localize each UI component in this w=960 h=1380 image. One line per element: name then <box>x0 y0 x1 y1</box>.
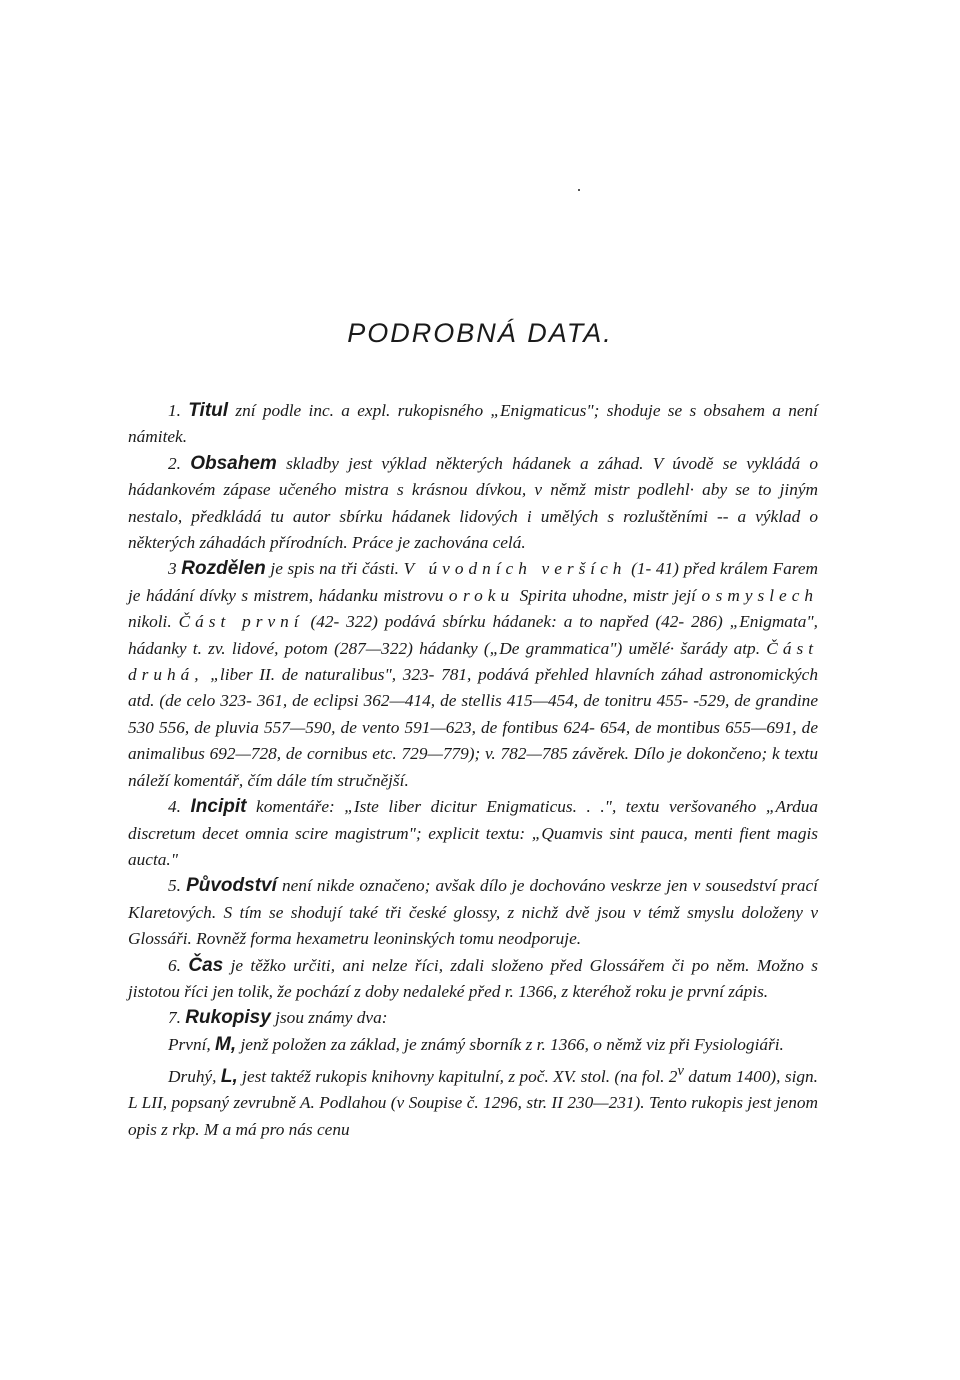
section-number: 1. <box>168 401 181 420</box>
spaced-emphasis: Část první <box>178 612 304 632</box>
section-heading: Obsahem <box>190 452 277 474</box>
section-number: 5. <box>168 876 181 896</box>
section-text: je spis na tři části. <box>270 559 399 579</box>
manuscript-prefix: První, <box>168 1034 211 1054</box>
section-text: nikoli. <box>128 612 172 632</box>
section-text: (1- 41) před králem Farem je hádání dívky s mistrem, hádanku mistrovu o <box>128 559 818 605</box>
spaced-emphasis: smyslech <box>715 585 819 605</box>
section-text: komentáře: „Iste liber dicitur Enigmaticus. . .", textu veršovaného „Ardua discretum decet omnia scire magistrum"; explicit textu: „Quamvis sint pauca, menti fient magis aucta." <box>128 797 819 869</box>
manuscript-text: datum 1400), sign. L LII, popsaný zevrubně A. Podlahou (v Soupise č. 1296, str. II 230—231). Tento rukopis jest jenom opis z rkp. M a má pro nás cenu <box>128 1066 818 1139</box>
manuscript-text: jest taktéž rukopis knihovny kapitulní, z poč. XV. stol. (na fol. 2 <box>242 1066 678 1086</box>
section-heading: Incipit <box>190 796 247 818</box>
section-division <box>128 556 818 794</box>
page-speck <box>578 189 580 191</box>
section-time <box>128 953 818 1006</box>
spaced-emphasis: V úvodních verších <box>403 559 627 579</box>
section-number: 7. <box>168 1008 181 1028</box>
section-text: není nikde označeno; avšak dílo je dochováno veskrze jen v sousedství prací Klaretových. S tím se shodují také tři české glossy, z nichž dvě jsou v témž smyslu doloženy v Glossáři. Rovněž forma hexametru leoninských tomu neodporuje. <box>128 876 818 949</box>
section-number: 4. <box>168 797 181 817</box>
page-title: PODROBNÁ DATA. <box>347 318 613 348</box>
folio-superscript: v <box>677 1063 684 1080</box>
section-text: (42- 322) podává sbírku hádanek: a to napřed (42- 286) „Enigmata", hádanky t. zv. lidové, potom (287—322) hádanky („De grammatica") umělé· šarády atp. <box>128 612 818 658</box>
section-text: „liber II. de naturalibus", 323- 781, podává přehled hlavních záhad astronomických atd. (de celo 323- 361, de eclipsi 362—414, de stellis 415—454, de tonitru 455- -529, de grandine 530 556, de pluvia 557—590, de vento 591—623, de fontibus 624- 654, de montibus 655—691, de animalibus 692—728, de cornibus etc. 729—779); v. 782—785 závěrek. Dílo je dokončeno; k textu náleží komentář, čím dále tím stručnější. <box>128 665 818 790</box>
section-text: je těžko určiti, ani nelze říci, zdali složeno před Glossářem či po něm. Možno s jistotou říci jen tolik, že pochází z doby nedaleké před r. 1366, z kteréhož roku je první zápis. <box>128 955 819 1001</box>
manuscript-l <box>128 1058 818 1143</box>
manuscript-sigil: L, <box>220 1065 238 1087</box>
section-number: 2. <box>168 453 181 473</box>
section-heading: Čas <box>188 954 224 976</box>
section-content <box>128 451 818 557</box>
section-heading: Rozdělen <box>181 558 266 580</box>
section-authorship <box>128 873 818 952</box>
section-incipit <box>128 794 818 873</box>
spaced-emphasis: roku <box>463 585 515 605</box>
section-number: 6. <box>168 955 181 975</box>
section-title <box>128 398 818 451</box>
section-text: zní podle inc. a expl. rukopisného „Enigmaticus"; shoduje se s obsahem a není námitek. <box>128 401 818 447</box>
section-number: 3 <box>168 559 177 579</box>
section-text: skladby jest výklad některých hádanek a záhad. V úvodě se vykládá o hádankovém zápase učeného mistra s krásnou dívkou, v němž mistr podlehl· aby se to jiným nestalo, předkládá tu autor sbírku hádanek lidových i umělých s rozluštěními -- a výklad o některých záhadách přírodních. Práce je zachována celá. <box>128 453 818 553</box>
section-heading: Původství <box>186 875 277 897</box>
section-text: jsou známy dva: <box>275 1008 388 1028</box>
section-manuscripts <box>128 1005 818 1031</box>
section-heading: Titul <box>188 400 229 421</box>
manuscript-prefix: Druhý, <box>168 1066 217 1086</box>
manuscript-m <box>128 1032 818 1058</box>
spaced-emphasis: Část druhá, <box>128 638 818 685</box>
section-heading: Rukopisy <box>185 1007 271 1029</box>
document-body <box>128 398 818 1143</box>
manuscript-text: jenž položen za základ, je známý sborník z r. 1366, o němž viz při Fysiologiáři. <box>240 1034 784 1054</box>
manuscript-sigil: M, <box>215 1033 237 1055</box>
section-text: Spirita uhodne, mistr její o <box>519 585 711 605</box>
